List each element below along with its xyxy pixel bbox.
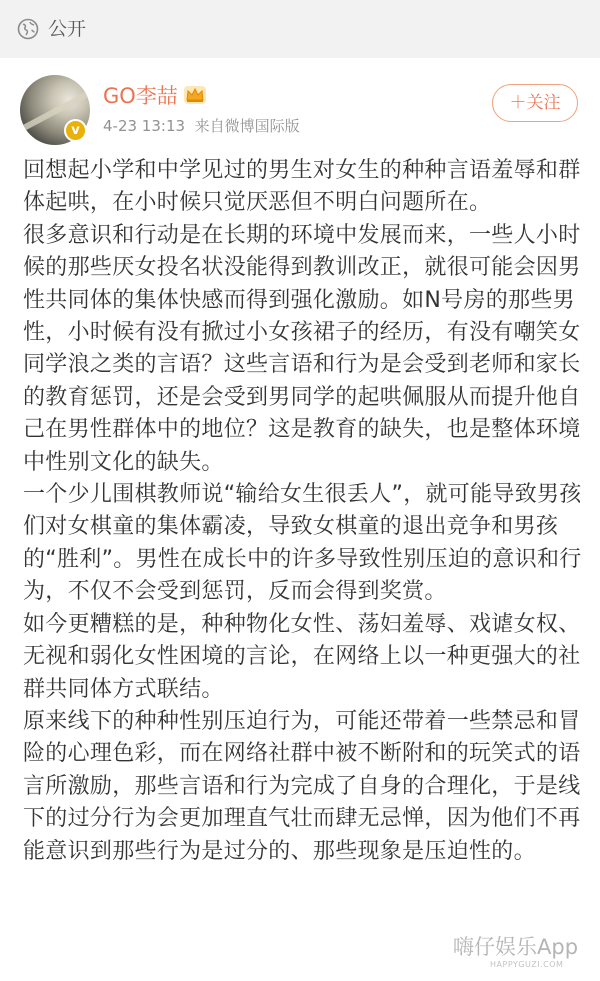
post-paragraph: 如今更糟糕的是，种种物化女性、荡妇羞辱、戏谑女权、无视和弱化女性困境的言论，在网络上以一种更强大的社群共同体方式联结。 (23, 611, 581, 702)
post-paragraph: 一个少儿围棋教师说“输给女生很丢人”，就可能导致男孩们对女棋童的集体霸凌，导致女棋童的退出竞争和男孩的“胜利”。男性在成长中的许多导致性别压迫的意识和行为，不仅不会受到惩罚，反而会得到奖赏。 (23, 482, 582, 605)
visibility-bar (0, 0, 600, 58)
post-source[interactable]: 来自微博国际版 (194, 117, 300, 135)
verified-badge-icon: v (64, 119, 87, 142)
visibility-label: 公开 (48, 18, 87, 40)
watermark-subtext: HAPPYGUZI.COM (490, 960, 564, 969)
globe-icon (17, 18, 39, 40)
post-text (23, 155, 583, 868)
post-meta (103, 116, 300, 136)
post-paragraph: 回想起小学和中学见过的男生对女生的种种言语羞辱和群体起哄，在小时候只觉厌恶但不明白问题所在。 (23, 158, 581, 216)
post-paragraph: 很多意识和行动是在长期的环境中发展而来，一些人小时候的那些厌女投名状没能得到教训改正，就很可能会因男性共同体的集体快感而得到强化激励。如N号房的那些男性，小时候有没有掀过小女孩裙子的经历，有没有嘲笑女同学浪之类的言语？这些言语和行为是会受到老师和家长的教育惩罚，还是会受到男同学的起哄佩服从而提升他自己在男性群体中的地位？这是教育的缺失，也是整体环境中性别文化的缺失。 (23, 222, 581, 475)
crown-icon[interactable] (183, 85, 207, 105)
watermark: 嗨仔娱乐App (453, 935, 579, 959)
post-paragraph: 原来线下的种种性别压迫行为，可能还带着一些禁忌和冒险的心理色彩，而在网络社群中被不断附和的玩笑式的语言所激励，那些言语和行为完成了自身的合理化，于是线下的过分行为会更加理直气壮而肆无忌惮，因为他们不再能意识到那些行为是过分的、那些现象是压迫性的。 (23, 708, 581, 864)
post-timestamp: 4-23 13:13 (103, 117, 186, 135)
follow-button[interactable]: ＋关注 (492, 84, 578, 122)
author-name[interactable]: GO李喆 (103, 84, 178, 108)
